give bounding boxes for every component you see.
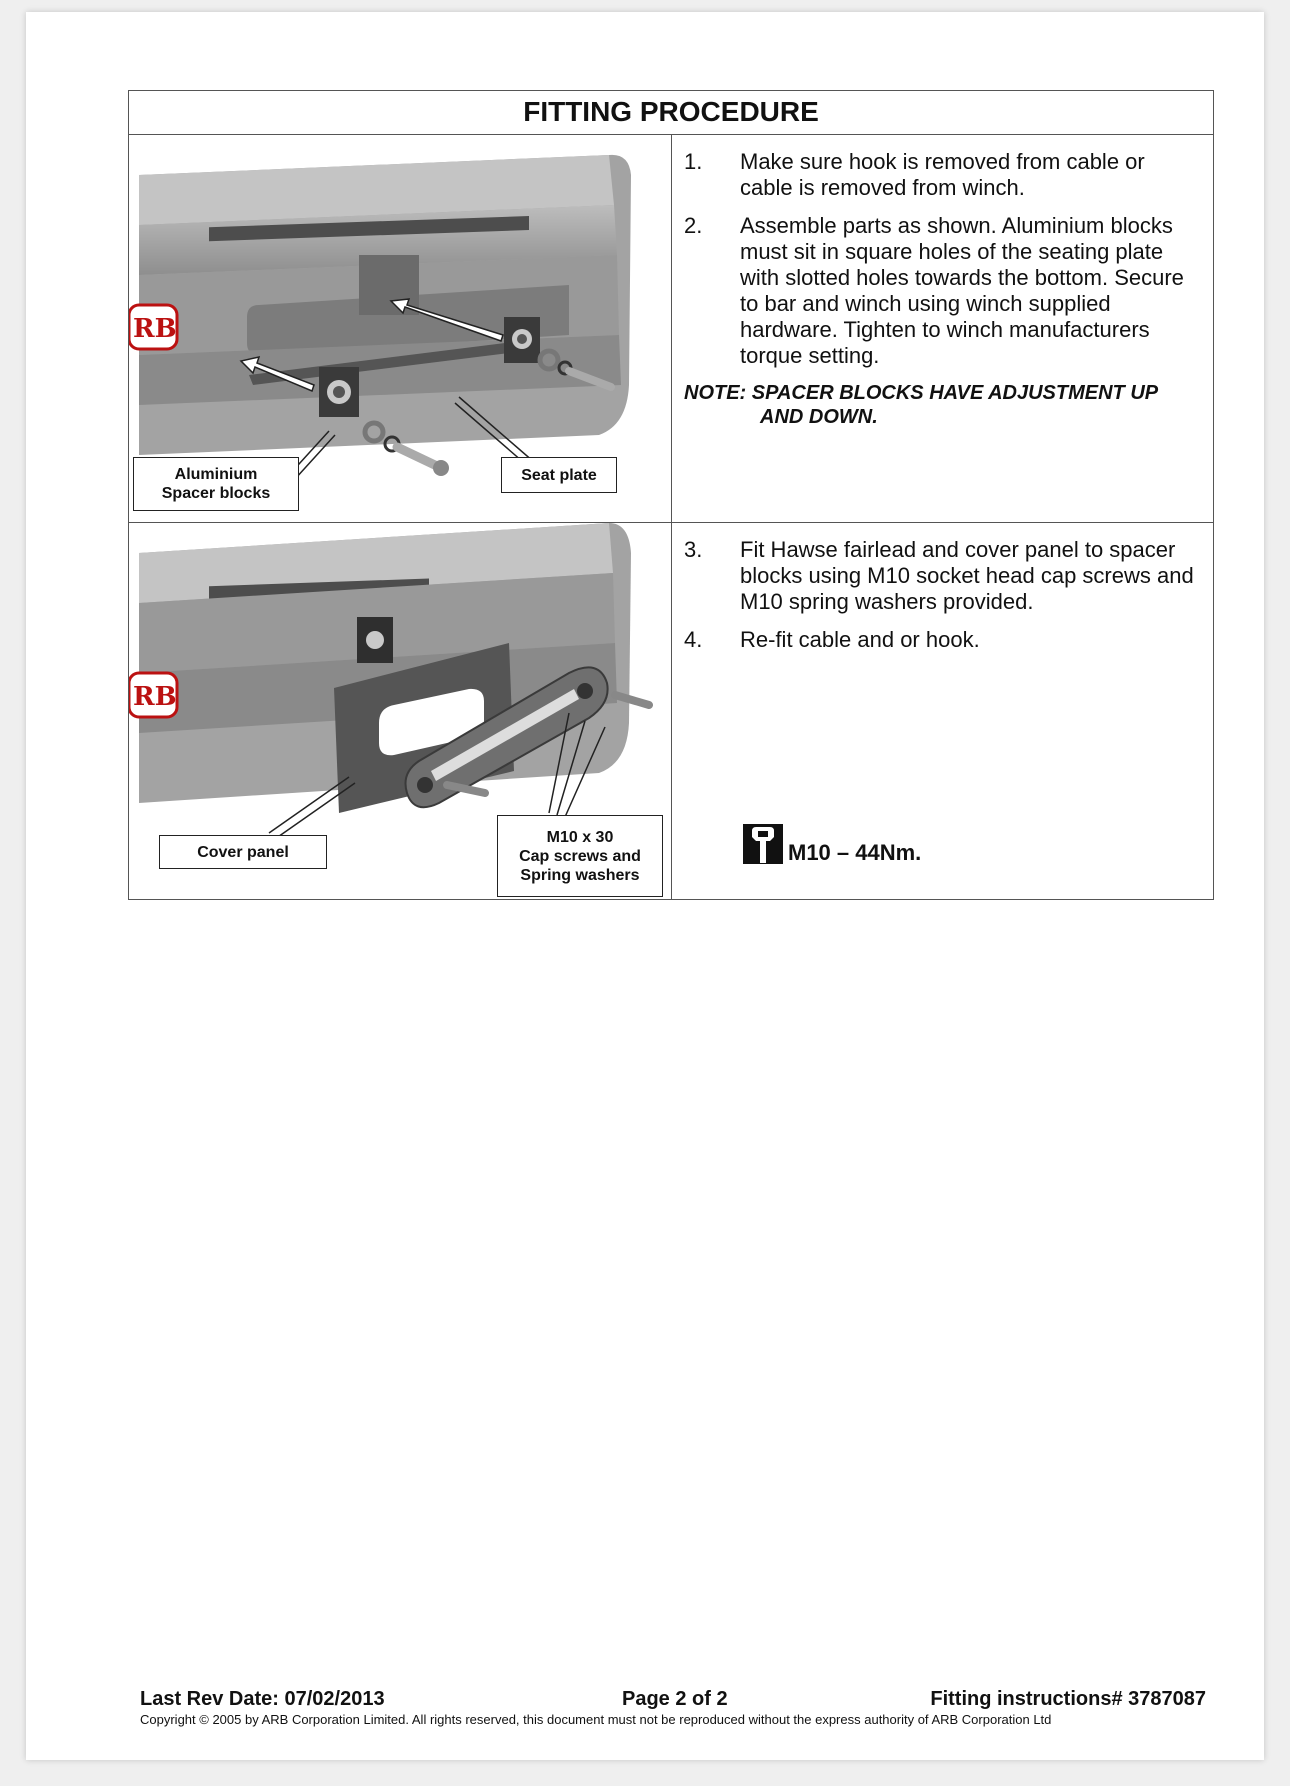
page-number: Page 2 of 2: [622, 1688, 728, 1710]
spacer-block-left-icon: [319, 367, 359, 417]
step-1: [684, 149, 1199, 201]
arb-logo-text: RB: [133, 314, 177, 344]
callout-seat-plate: Seat plate: [501, 457, 617, 493]
torque-label: M10 – 44Nm.: [788, 840, 922, 865]
callout-cap-screws: M10 x 30 Cap screws and Spring washers: [497, 815, 663, 897]
page-footer: [140, 1688, 1206, 1728]
rev-date: Last Rev Date: 07/02/2013: [140, 1688, 385, 1710]
fairlead-illustration: [129, 523, 672, 899]
step-number: 1.: [684, 149, 703, 174]
step-text: Make sure hook is removed from cable or cable is removed from winch.: [740, 149, 1145, 200]
step-row-2: [129, 523, 1213, 899]
fitting-table: [128, 90, 1214, 900]
torque-wrench-icon: [742, 823, 784, 865]
table-title: FITTING PROCEDURE: [129, 91, 1213, 135]
callout-cover-panel: Cover panel: [159, 835, 327, 869]
note-line-1: NOTE: SPACER BLOCKS HAVE ADJUSTMENT UP: [684, 382, 1159, 404]
step-row-1: [129, 135, 1213, 523]
step-text: Re-fit cable and or hook.: [740, 627, 980, 652]
step-text: Assemble parts as shown. Aluminium blocks must sit in square holes of the seating plate with slotted holes towards the bottom. Secure to bar and winch using winch supplied hardware. Tighten to winch manufacturers torque setting.: [740, 213, 1184, 368]
step-text-cell-1: [672, 135, 1213, 522]
step-number: 2.: [684, 213, 703, 238]
step-2: [684, 213, 1199, 369]
instructions-number: Fitting instructions# 3787087: [930, 1688, 1206, 1710]
step-3: [684, 537, 1199, 615]
step-number: 4.: [684, 627, 703, 652]
spacer-block-illustration: [129, 135, 672, 522]
torque-spec: [742, 823, 921, 865]
arb-logo-text: RB: [133, 682, 177, 712]
spacer-block-right-icon: [504, 317, 540, 363]
step-number: 3.: [684, 537, 703, 562]
step-text: Fit Hawse fairlead and cover panel to spacer blocks using M10 socket head cap screws and M10 spring washers provided.: [740, 537, 1194, 614]
note-line-2: AND DOWN.: [760, 406, 878, 428]
callout-spacer-blocks: Aluminium Spacer blocks: [133, 457, 299, 511]
step-text-cell-2: [672, 523, 1213, 899]
document-page: [26, 12, 1264, 1760]
copyright: Copyright © 2005 by ARB Corporation Limited. All rights reserved, this document must not be reproduced without the express authority of ARB Corporation Ltd: [140, 1712, 1052, 1727]
note: [684, 381, 1199, 429]
step-4: [684, 627, 1199, 653]
